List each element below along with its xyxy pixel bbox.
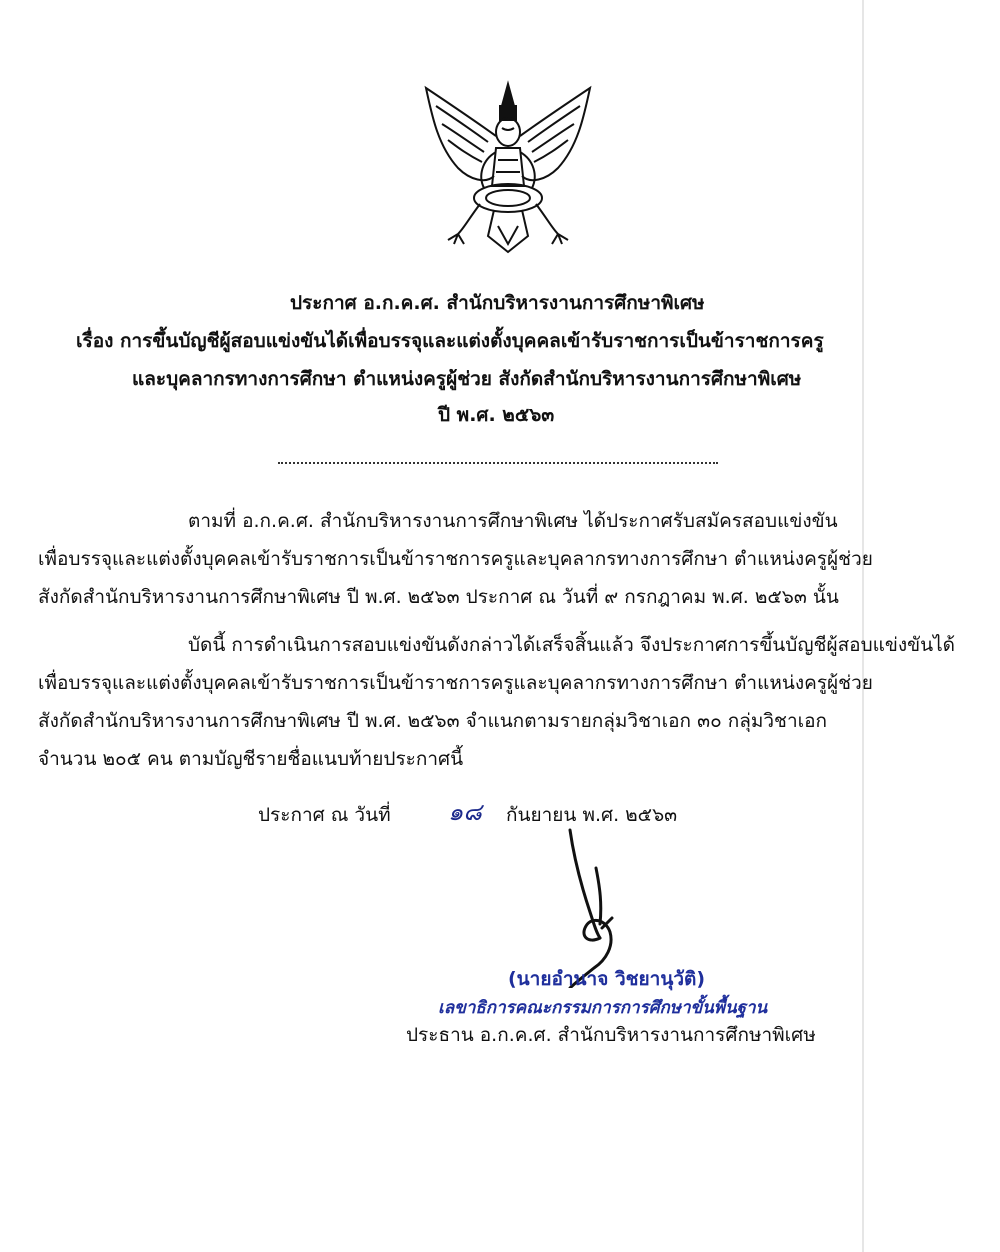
page-fold-line — [862, 0, 864, 1252]
paragraph-2-line-3: สังกัดสำนักบริหารงานการศึกษาพิเศษ ปี พ.ศ. ๒๕๖๓ จำแนกตามรายกลุ่มวิชาเอก ๓๐ กลุ่มวิชาเอก — [38, 710, 828, 732]
signer-role: ประธาน อ.ก.ค.ศ. สำนักบริหารงานการศึกษาพิเศษ — [406, 1024, 816, 1046]
dotted-separator — [278, 462, 718, 464]
paragraph-1-line-2: เพื่อบรรจุและแต่งตั้งบุคคลเข้ารับราชการเป็นข้าราชการครูและบุคลากรทางการศึกษา ตำแหน่งครูผู้ช่วย — [38, 548, 873, 570]
garuda-emblem-icon — [418, 76, 598, 262]
paragraph-2-line-1: บัดนี้ การดำเนินการสอบแข่งขันดังกล่าวได้เสร็จสิ้นแล้ว จึงประกาศการขึ้นบัญชีผู้สอบแข่งขันได้ — [188, 634, 956, 656]
paragraph-2-line-2: เพื่อบรรจุและแต่งตั้งบุคคลเข้ารับราชการเป็นข้าราชการครูและบุคลากรทางการศึกษา ตำแหน่งครูผู้ช่วย — [38, 672, 873, 694]
date-suffix: กันยายน พ.ศ. ๒๕๖๓ — [506, 804, 678, 826]
signer-name: (นายอำนาจ วิชยานุวัติ) — [508, 968, 706, 990]
announcement-heading: ประกาศ อ.ก.ค.ศ. สำนักบริหารงานการศึกษาพิเศษ — [290, 292, 705, 314]
signer-position: เลขาธิการคณะกรรมการการศึกษาขั้นพื้นฐาน — [438, 998, 768, 1018]
subject-year: ปี พ.ศ. ๒๕๖๓ — [438, 404, 555, 426]
subject-line-1: เรื่อง การขึ้นบัญชีผู้สอบแข่งขันได้เพื่อบรรจุและแต่งตั้งบุคคลเข้ารับราชการเป็นข้าราชการครู — [76, 330, 824, 352]
subject-line-2: และบุคลากรทางการศึกษา ตำแหน่งครูผู้ช่วย สังกัดสำนักบริหารงานการศึกษาพิเศษ — [132, 368, 802, 390]
paragraph-1-line-3: สังกัดสำนักบริหารงานการศึกษาพิเศษ ปี พ.ศ. ๒๕๖๓ ประกาศ ณ วันที่ ๙ กรกฎาคม พ.ศ. ๒๕๖๓ นั้น — [38, 586, 839, 608]
paragraph-2-line-4: จำนวน ๒๐๕ คน ตามบัญชีรายชื่อแนบท้ายประกาศนี้ — [38, 748, 464, 770]
handwritten-day: ๑๘ — [448, 798, 482, 826]
date-prefix: ประกาศ ณ วันที่ — [258, 804, 391, 826]
paragraph-1-line-1: ตามที่ อ.ก.ค.ศ. สำนักบริหารงานการศึกษาพิเศษ ได้ประกาศรับสมัครสอบแข่งขัน — [188, 510, 838, 532]
